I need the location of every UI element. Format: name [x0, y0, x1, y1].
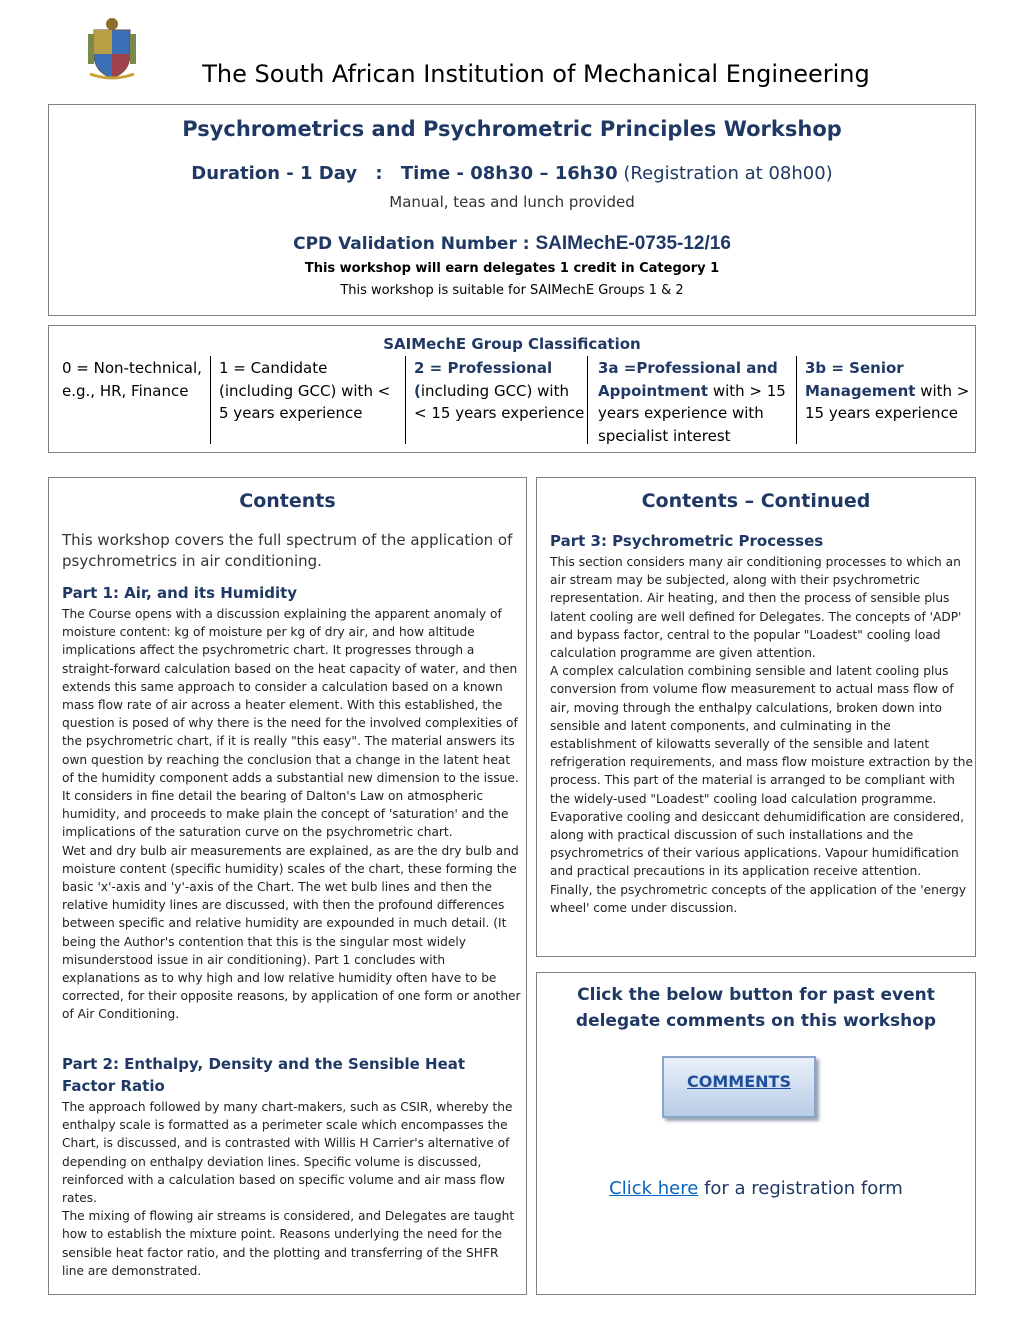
comments-button[interactable]: COMMENTS [662, 1056, 816, 1118]
part2-heading: Part 2: Enthalpy, Density and the Sensible Heat Factor Ratio [62, 1055, 466, 1095]
classification-col-3: 3a =Professional and Appointment with > 15 years experience with specialist interest [598, 359, 786, 445]
classification-col-0: 0 = Non-technical, e.g., HR, Finance [62, 359, 202, 400]
cpd-line [49, 233, 975, 255]
groups-note: This workshop is suitable for SAIMechE Groups 1 & 2 [340, 283, 684, 298]
part1-body: The Course opens with a discussion explaining the apparent anomaly of moisture content: kg of moisture per kg of dry air, and how altitude implications affect the psychrometric chart. It progresses through a straight-forward calculation based on the heat capacity of water, and then extends this same approach to consider a calculation based on a known mass flow rate of air across a heater element. With this established, the question is posed of why there is the need for the involved complexities of the psychrometric chart, if it is really "this easy". The material answers its own question by reaching the conclusion that a change in the latent heat of the humidity component adds a substantial new dimension to the issue. It considers in fine detail the bearing of Dalton's Law on atmospheric humidity, and proceeds to make plain the concept of 'saturation' and the implications of the saturation curve on the psychrometric chart. Wet and dry bulb air measurements are explained, as are the dry bulb and moisture content (specific humidity) scales of the chart, these forming the basic 'x'-axis and 'y'-axis of the Chart. The wet bulb lines and then the relative humidity lines are discussed, with then the profound differences between specific and relative humidity are expounded in much detail. (It being the Author's contention that this is the singular most widely misunderstood issue in air conditioning). Part 1 concludes with explanations as to why high and low relative humidity often have to be corrected, for their opposite reasons, by application of one form or another of Air Conditioning. [62, 607, 521, 1022]
divider [210, 356, 211, 444]
workshop-title: Psychrometrics and Psychrometric Principles Workshop [182, 117, 842, 141]
comments-box [536, 972, 976, 1295]
divider [796, 356, 797, 444]
registration-text: for a registration form [698, 1178, 903, 1199]
duration: Duration - 1 Day [191, 163, 358, 184]
manual-note: Manual, teas and lunch provided [389, 193, 635, 211]
part2-body: The approach followed by many chart-makers, such as CSIR, whereby the enthalpy scale is formatted as a perimeter scale which encompasses the Chart, is discussed, and is contrasted with Willis H Carrier's alternative of depending on enthalpy deviation lines. Specific volume is discussed, reinforced with a calculation based on specific volume and air mass flow rates. The mixing of flowing air streams is considered, and Delegates are taught how to establish the mixture point. Reasons underlying the need for the sensible heat factor ratio, and the plotting and transferring of the SHFR line are demonstrated. [62, 1100, 515, 1278]
duration-line [49, 163, 975, 184]
contents-heading: Contents [239, 490, 336, 512]
comments-heading: Click the below button for past event delegate comments on this workshop [575, 985, 937, 1031]
workshop-header-box [48, 104, 976, 316]
registration-link[interactable]: Click here [609, 1178, 699, 1199]
registration-line [537, 1178, 975, 1199]
time: Time - 08h30 – 16h30 [400, 163, 618, 184]
contents-box [48, 477, 527, 1295]
contents-intro: This workshop covers the full spectrum of the application of psychrometrics in air conditioning. [62, 531, 513, 570]
credit-note: This workshop will earn delegates 1 credit in Category 1 [304, 261, 720, 276]
contents-continued-box [536, 477, 976, 957]
part3-heading: Part 3: Psychrometric Processes [550, 532, 824, 550]
divider [405, 356, 406, 444]
contents-continued-heading: Contents – Continued [641, 490, 871, 512]
classification-col-4: 3b = Senior Management with > 15 years experience [805, 359, 970, 422]
classification-col-2: 2 = Professional (including GCC) with < 15 years experience [414, 359, 585, 422]
part3-body: This section considers many air conditioning processes to which an air stream may be subjected, along with their psychrometric representation. Air heating, and then the process of sensible plus latent cooling are well defined for Delegates. The concepts of 'ADP' and bypass factor, central to the popular "Loadest" cooling load calculation programme are given attention. A complex calculation combining sensible and latent cooling plus conversion from volume flow measurement to actual mass flow of air, moving through the enthalpy calculations, broken down into sensible and latent components, and culminating in the establishment of kilowatts severally of the sensible and latent refrigeration requirements, and mass flow moisture extraction by the process. This part of the material is arranged to be compliant with the widely-used "Loadest" cooling load calculation programme. Evaporative cooling and desiccant dehumidification are considered, along with practical discussion of such installations and the psychrometrics of their various applications. Vapour humidification and practical precautions in its application receive attention. Finally, the psychrometric concepts of the application of the 'energy wheel' come under discussion. [550, 555, 974, 915]
part1-heading: Part 1: Air, and its Humidity [62, 584, 298, 602]
group-classification-box [48, 325, 976, 453]
classification-title: SAIMechE Group Classification [383, 335, 641, 353]
divider [587, 356, 588, 444]
cpd-code: SAIMechE-0735-12/16 [535, 233, 731, 254]
classification-col-1: 1 = Candidate (including GCC) with < 5 years experience [219, 359, 391, 422]
cpd-label: CPD Validation Number : [293, 234, 530, 254]
duration-separator: : [375, 163, 383, 184]
registration-time: (Registration at 08h00) [623, 163, 833, 184]
org-title: The South African Institution of Mechanical Engineering [202, 60, 870, 88]
